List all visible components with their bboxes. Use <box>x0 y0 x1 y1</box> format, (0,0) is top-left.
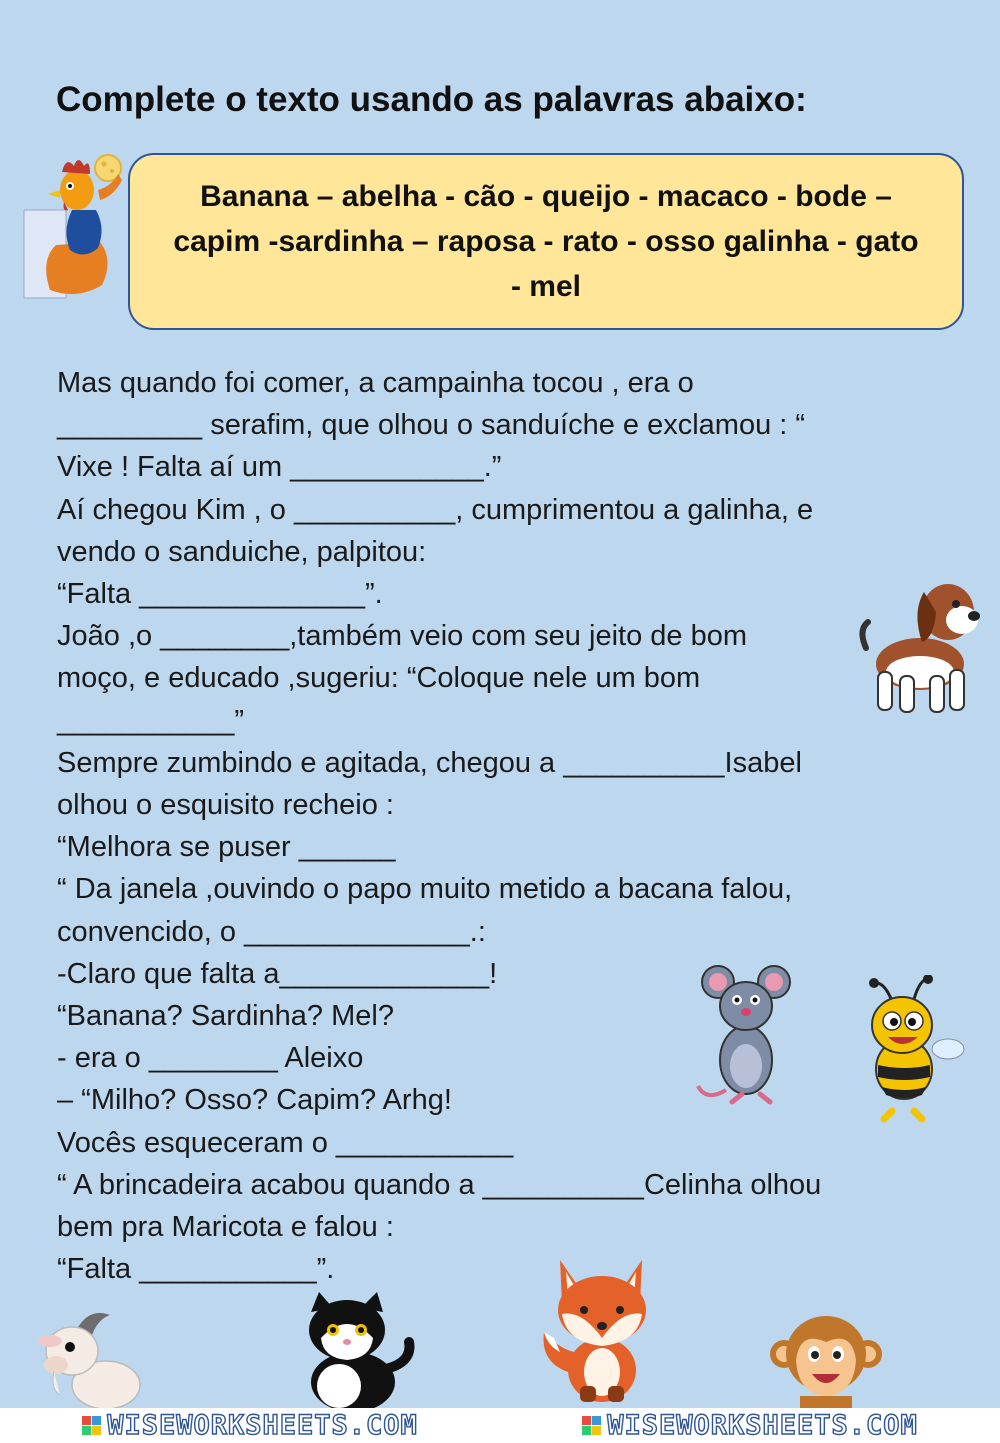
word-bank-line: Banana – abelha - cão - queijo - macaco - bode – <box>200 180 892 213</box>
wiseworksheets-logo-icon <box>582 1416 601 1435</box>
story-line: convencido, o ______________.: <box>57 915 486 948</box>
story-line: bem pra Maricota e falou : <box>57 1211 394 1244</box>
story-line: - era o ________ Aleixo <box>57 1042 364 1075</box>
story-line: “ A brincadeira acabou quando a __________Celinha olhou <box>57 1168 822 1201</box>
bee-illustration <box>858 975 970 1123</box>
word-bank-line: - mel <box>510 270 582 303</box>
story-line: “Melhora se puser ______ <box>57 831 396 864</box>
story-line: “Falta ______________”. <box>57 578 383 611</box>
mouse-illustration <box>696 962 796 1110</box>
story-line: Vixe ! Falta aí um ____________.” <box>57 451 502 484</box>
word-bank-box <box>128 153 964 330</box>
watermark <box>82 1410 418 1441</box>
story-line: ___________” <box>57 704 245 737</box>
story-line: “Banana? Sardinha? Mel? <box>57 1000 394 1033</box>
watermark-text: WISEWORKSHEETS.COM <box>607 1410 918 1441</box>
monkey-illustration <box>770 1308 882 1408</box>
dog-illustration <box>858 572 983 720</box>
story-line: “ Da janela ,ouvindo o papo muito metido a bacana falou, <box>57 873 793 906</box>
goat-illustration <box>36 1305 144 1408</box>
story-line: Mas quando foi comer, a campainha tocou , era o <box>57 367 694 399</box>
story-line: -Claro que falta a_____________! <box>57 957 498 990</box>
wiseworksheets-logo-icon <box>82 1416 101 1435</box>
story-line: Vocês esqueceram o ___________ <box>57 1126 514 1159</box>
watermark-footer <box>0 1408 1000 1443</box>
story-line: olhou o esquisito recheio : <box>57 789 394 822</box>
story-line: _________ serafim, que olhou o sanduíche e exclamou : “ <box>57 409 806 442</box>
story-line: – “Milho? Osso? Capim? Arhg! <box>57 1084 452 1117</box>
watermark-text: WISEWORKSHEETS.COM <box>107 1410 418 1441</box>
story-line: vendo o sanduiche, palpitou: <box>57 535 427 568</box>
cat-illustration <box>297 1290 419 1408</box>
page-title: Complete o texto usando as palavras abaixo: <box>56 80 807 119</box>
story-text <box>57 362 937 1290</box>
rooster-illustration <box>22 150 132 300</box>
watermark <box>582 1410 918 1441</box>
story-line: moço, e educado ,sugeriu: “Coloque nele um bom <box>57 662 701 695</box>
story-line: Aí chegou Kim , o __________, cumprimentou a galinha, e <box>57 493 814 526</box>
word-bank-line: capim -sardinha – raposa - rato - osso galinha - gato <box>173 225 919 258</box>
story-line: Sempre zumbindo e agitada, chegou a __________Isabel <box>57 746 802 779</box>
story-line: “Falta ___________”. <box>57 1253 335 1286</box>
fox-illustration <box>538 1252 664 1404</box>
story-line: João ,o ________,também veio com seu jeito de bom <box>57 620 747 653</box>
